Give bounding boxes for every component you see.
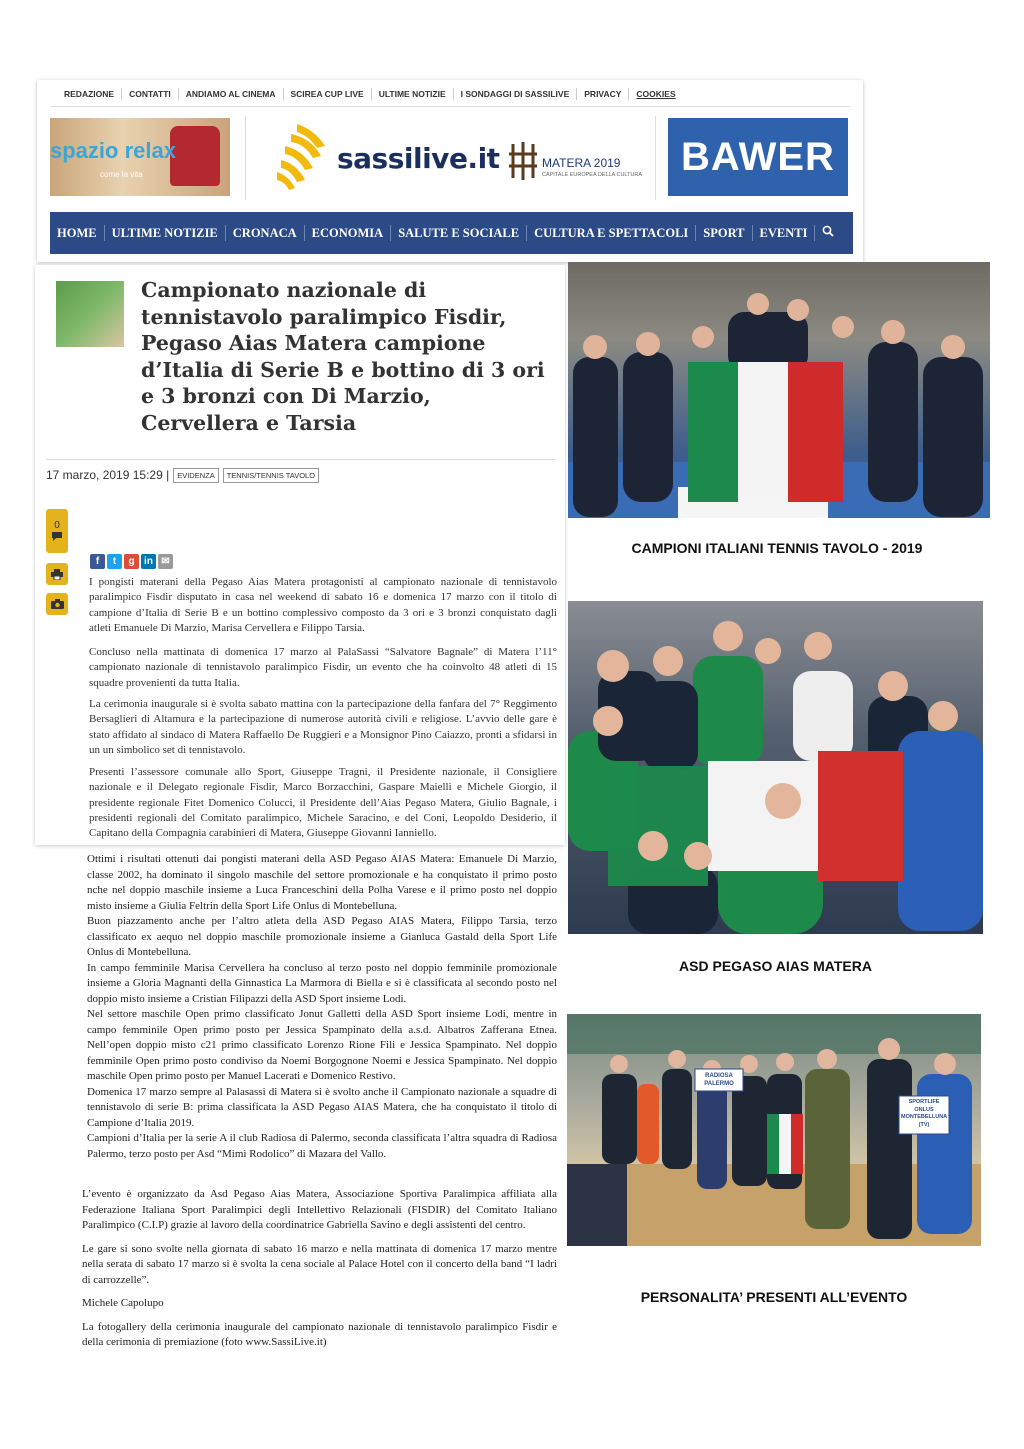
banner-left-text: spazio relax (50, 138, 176, 163)
site-header (37, 80, 863, 262)
caption-authorities: PERSONALITA’ PRESENTI ALL’EVENTO (640, 1289, 908, 1305)
nav-sport[interactable]: SPORT (696, 225, 752, 241)
sportlife-sign: SPORTLIFE ONLUS MONTEBELLUNA (TV) (901, 1099, 948, 1128)
event-paragraph: Le gare si sono svolte nella giornata di sabato 16 marzo e nella mattinata di domenica 17 marzo mentre nella serata di sabato 17 marzo si è svolta la cena sociale al Palace Hotel con il concerto della band “I ladri di carrozzelle”. (82, 1242, 557, 1286)
print-icon (51, 569, 63, 580)
results-text (87, 852, 557, 1162)
tag-tennis[interactable]: TENNIS/TENNIS TAVOLO (223, 468, 319, 483)
header-divider-right (655, 116, 656, 200)
results-paragraph: Ottimi i risultati ottenuti dai pongisti materani della ASD Pegaso AIAS Matera: Emanuele Di Marzio, classe 2002, ha dominato il singolo maschile del settore promozionale e ha conquistato il primo posto nche nel doppio maschile insieme a Luca Franceschini della Polha Varese e il primo posto nel doppio misto insieme a Giulia Feltrin della Sport Life Onlus di Montebelluna. (87, 853, 557, 912)
twitter-icon[interactable]: t (107, 554, 122, 569)
top-nav (57, 88, 683, 100)
top-nav-contatti[interactable]: CONTATTI (122, 88, 179, 100)
facebook-icon[interactable]: f (90, 554, 105, 569)
top-nav-cinema[interactable]: ANDIAMO AL CINEMA (179, 88, 284, 100)
linkedin-icon[interactable]: in (141, 554, 156, 569)
nav-economia[interactable]: ECONOMIA (305, 225, 392, 241)
results-paragraph: Domenica 17 marzo sempre al Palasassi di Matera si è svolto anche il Campionato nazionale a squadre di tennistavolo di serie B: prima classificata la ASD Pegaso AIAS Matera, che ha conquistato il titolo di Campione d’Italia 2019. (87, 1085, 557, 1129)
article-paragraph-3: La cerimonia inaugurale si è svolta sabato mattina con la partecipazione della fanfara del 7° Reggimento Bersaglieri di Altamura e la partecipazione di numerose autorità civili e religiose. L’avvio delle gare è stato affidato al sindaco di Matera Raffaello De Ruggieri e a Monsignor Pino Caiazzo, pronti a sfidarsi in un un simbolico set di tennistavolo. (89, 698, 557, 756)
article-paragraph-4: Presenti l’assessore comunale allo Sport, Giuseppe Tragni, il Presidente nazionale, il Consigliere nazionale e il Delegato regionale Fisdir, Marco Borzacchini, Gaspare Maielli e Michele Giorgio, il presidente regionale Fitet Domenico Colucci, il Presidente dell’Aias Pegaso Matera, Giulio Bagnale, i presidenti regionali del Comitato paralimpico, Michele Saracino, e del Coni, Leopoldo Desiderio, il Capitano della Compagnia carabinieri di Matera, Giuseppe Giovanni Ianniello. (89, 766, 557, 840)
banner-left-sub: come la vita (100, 170, 143, 179)
nav-home[interactable]: HOME (50, 225, 105, 241)
top-nav-cookies[interactable]: COOKIES (636, 89, 676, 99)
gallery-note: La fotogallery della cerimonia inaugurale del campionato nazionale di tennistavolo paralimpico Fisdir e della cerimonia di premiazione (foto www.SassiLive.it) (82, 1320, 557, 1348)
radiosa-sign: RADIOSA PALERMO (704, 1073, 734, 1087)
event-paragraph: L’evento è organizzato da Asd Pegaso Aias Matera, Associazione Sportiva Paralimpica affiliata alla Federazione Italiana Sport Paralimpici degli Intellettivo Relazionali (FISDIR) del Comitato Italiano Paralimpico (C.I.P) grazie al lavoro della coordinatrice Gabriella Savino e degli assistenti del centro. (82, 1188, 557, 1231)
gallery-button[interactable] (46, 593, 68, 615)
authorities-photo (567, 1014, 981, 1246)
team-photo (568, 601, 983, 934)
share-bar (90, 554, 173, 569)
top-nav-sondaggi[interactable]: I SONDAGGI DI SASSILIVE (454, 88, 578, 100)
event-text (82, 1187, 557, 1351)
article-thumbnail[interactable] (56, 281, 124, 347)
google-plus-icon[interactable]: g (124, 554, 139, 569)
matera-2019-sub: CAPITALE EUROPEA DELLA CULTURA (542, 172, 643, 178)
article-card (35, 265, 565, 845)
authorities-photo-scene (567, 1014, 981, 1246)
top-nav-redazione[interactable]: REDAZIONE (57, 88, 122, 100)
site-logo[interactable] (267, 118, 647, 198)
email-icon[interactable]: ✉ (158, 554, 173, 569)
caption-team: ASD PEGASO AIAS MATERA (679, 958, 872, 974)
spazio-relax-banner[interactable] (50, 118, 230, 196)
article-date: 17 marzo, 2019 15:29 | (46, 468, 170, 482)
search-button[interactable] (815, 225, 841, 241)
tag-evidenza[interactable]: EVIDENZA (173, 468, 219, 483)
champions-photo (568, 262, 990, 518)
nav-salute[interactable]: SALUTE E SOCIALE (391, 225, 527, 241)
camera-icon (51, 599, 64, 609)
top-nav-privacy[interactable]: PRIVACY (577, 88, 629, 100)
results-paragraph: Nel settore maschile Open primo classificato Jonut Galletti della ASD Sport insieme Lodi, mentre in campo femminile Open primo posto per Jessica Spampinato della a.s.d. Albatros Zafferana Etnea. Nell’open doppio misto c21 primo classificato Lorenzo Rione Fili e Jessica Spampinato. Nel doppio femminile Open primo posto condiviso da Noemi Borgognone Noemi e Jessica Spampinato. Nel doppio maschile Open primo posto per Manuel Lacerati e Domenico Restivo. (87, 1008, 557, 1082)
logo-wordmark: sassilive.it (337, 142, 500, 175)
header-divider (50, 106, 850, 107)
champions-photo-scene (568, 262, 990, 518)
author-name: Michele Capolupo (82, 1297, 164, 1309)
top-nav-ultime[interactable]: ULTIME NOTIZIE (372, 88, 454, 100)
results-paragraph: Buon piazzamento anche per l’altro atleta della ASD Pegaso AIAS Matera, Filippo Tarsia, terzo classificato ex aequo nel doppio maschile promozionale insieme a Gianluca Gastald della Sport Life Onlus di Montebelluna. (87, 915, 557, 958)
article-paragraph-2: Concluso nella mattinata di domenica 17 marzo al PalaSassi “Salvatore Bagnale” di Matera l’11° campionato nazionale di tennistavolo paralimpico Fisdir, un evento che ha coinvolto 48 atleti di 15 squadre provenienti da tutta Italia. (89, 646, 557, 689)
nav-eventi[interactable]: EVENTI (753, 225, 816, 241)
armchair-graphic (170, 126, 220, 186)
team-photo-scene (568, 601, 983, 934)
nav-cronaca[interactable]: CRONACA (226, 225, 305, 241)
header-divider-left (245, 116, 246, 200)
article-meta (46, 459, 556, 490)
print-button[interactable] (46, 563, 68, 585)
comments-button[interactable] (46, 509, 68, 553)
article-title: Campionato nazionale di tennistavolo paralimpico Fisdir, Pegaso Aias Matera campione d’Italia di Serie B e bottino di 3 ori e 3 bronzi con Di Marzio, Cervellera e Tarsia (141, 278, 545, 435)
top-nav-scirea[interactable]: SCIREA CUP LIVE (284, 88, 372, 100)
main-nav (50, 212, 853, 254)
comment-count: 0 (54, 520, 60, 531)
nav-cultura[interactable]: CULTURA E SPETTACOLI (527, 225, 696, 241)
results-paragraph: Campioni d’Italia per la serie A il club Radiosa di Palermo, seconda classificata l’altra squadra di Radiosa Palermo, terzo posto per Asd “Mimì Rodolico” di Mazara del Vallo. (87, 1132, 557, 1160)
sun-logo-icon (267, 120, 329, 192)
matera-glyph-icon (507, 140, 539, 182)
nav-ultime-notizie[interactable]: ULTIME NOTIZIE (105, 225, 226, 241)
comment-bubble-icon (51, 531, 63, 542)
search-icon (822, 225, 834, 237)
matera-2019-label: MATERA 2019 (542, 156, 621, 170)
article-paragraph-1: I pongisti materani della Pegaso Aias Matera protagonisti al campionato nazionale di tennistavolo paralimpico Fisdir disputato in casa nel weekend di sabato 16 e domenica 17 marzo con il titolo di campione d’Italia di Serie B e un bottino complessivo composto da 3 ori e 3 bronzi conquistato dagli atleti Emanuele Di Marzio, Marisa Cervellera e Filippo Tarsia. (89, 576, 557, 634)
results-paragraph: In campo femminile Marisa Cervellera ha concluso al terzo posto nel doppio femminile promozionale insieme a Gloria Magnanti della Ginnastica La Marmora di Biella e si è classificata al secondo posto nel doppio misto insieme a Cristian Filipazzi della ASD Sport insieme Lodi. (87, 961, 557, 1005)
caption-champions: CAMPIONI ITALIANI TENNIS TAVOLO - 2019 (631, 540, 923, 556)
bawer-banner[interactable]: BAWER (668, 118, 848, 196)
